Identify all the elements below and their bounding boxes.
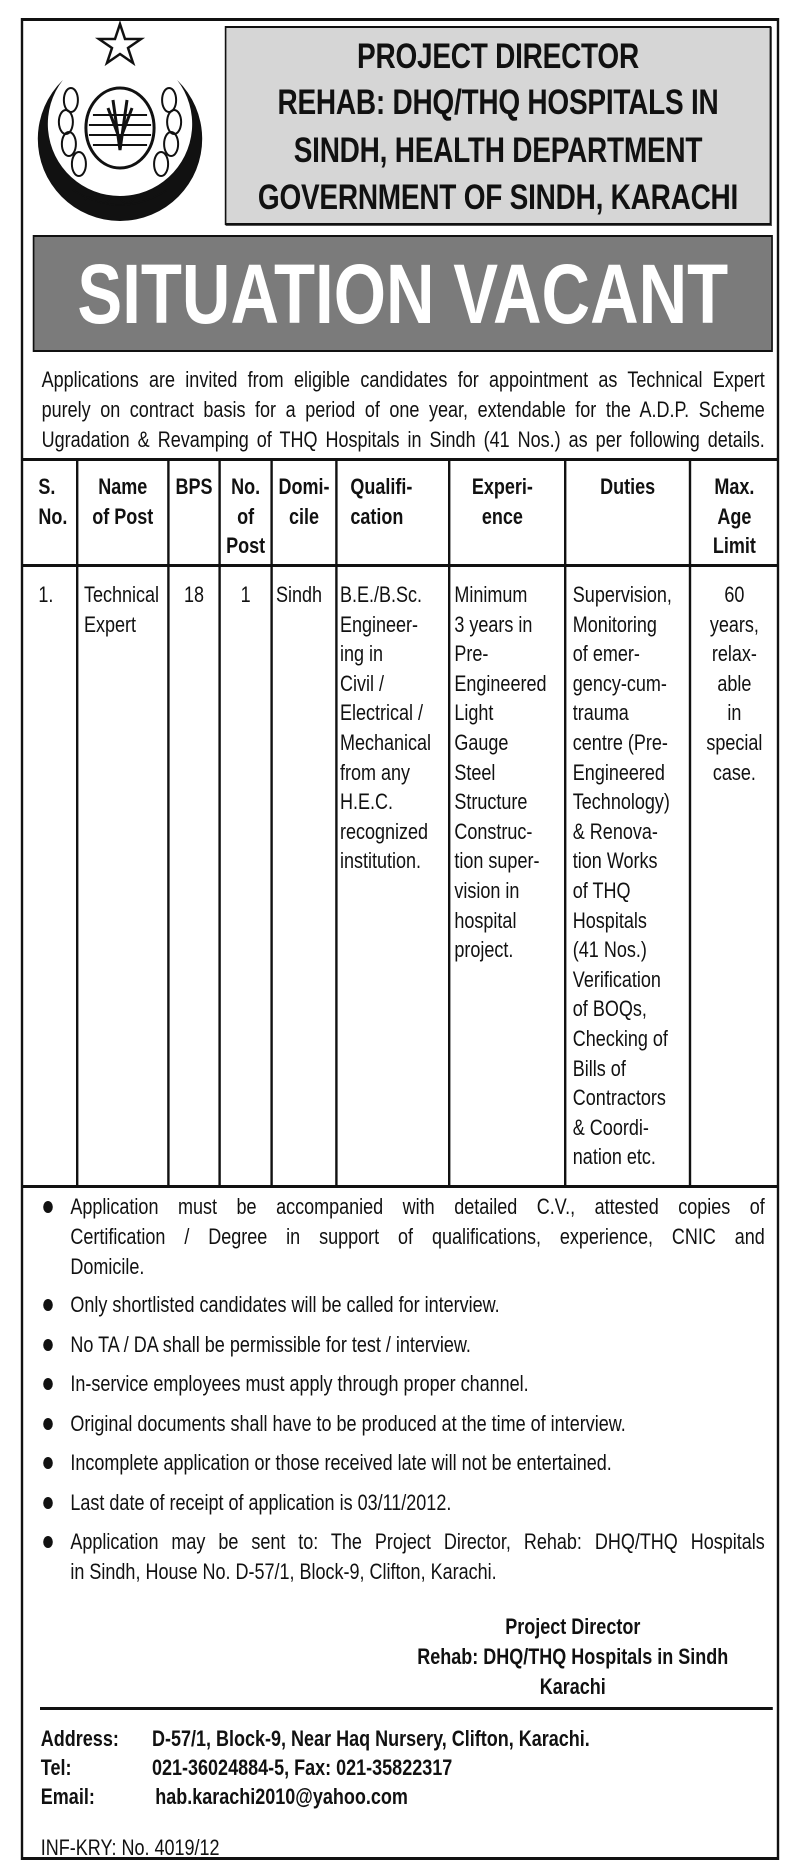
header-duties: Duties [600, 474, 656, 499]
cell-duties: Supervision, Monitoring of emer- gency-cum- trauma centre (Pre- Engineered Technology) & Renova- tion Works of THQ Hospitals (41 Nos.) Verification of BOQs, Checking of Bills of Contractors & Coordi- nation etc. [572, 582, 672, 1170]
bullet-icon [43, 1536, 53, 1548]
header-name-of-post: Name of Post [92, 474, 154, 529]
header-max-age-limit: Max. Age Limit [712, 474, 756, 559]
divider [40, 1707, 773, 1710]
tel-label: Tel: [40, 1755, 72, 1780]
bullet-text: In-service employees must apply through proper channel. [70, 1371, 529, 1396]
bullet-text: Original documents shall have to be produced at the time of interview. [70, 1411, 626, 1436]
signature-block [400, 1612, 746, 1702]
reference-number: INF-KRY: No. 4019/12 [40, 1835, 220, 1860]
column-divider [448, 459, 450, 1186]
address-value: D-57/1, Block-9, Near Haq Nursery, Clifton, Karachi. [152, 1726, 590, 1751]
header-serial-no: S. No. [38, 474, 68, 529]
cell-name-of-post: Technical Expert [84, 582, 160, 637]
header-experience: Experi- ence [471, 474, 533, 529]
column-divider [564, 459, 566, 1186]
title-line: SINDH, HEALTH DEPARTMENT [293, 131, 703, 170]
bullet-text: No TA / DA shall be permissible for test / interview. [70, 1332, 471, 1357]
intro-line: purely on contract basis for a period of one year, extendable for the A.D.P. Scheme [41, 397, 765, 422]
bullet-icon [43, 1418, 53, 1430]
header-domicile: Domi- cile [278, 474, 330, 529]
cell-max-age-limit: 60 years, relax- able in special case. [706, 582, 763, 785]
sindh-government-emblem [33, 20, 207, 226]
column-divider [76, 459, 78, 1186]
signature-line: Rehab: DHQ/THQ Hospitals in Sindh [417, 1644, 729, 1669]
bullet-icon [43, 1497, 53, 1509]
column-divider [167, 459, 169, 1186]
tel-value: 021-36024884-5, Fax: 021-35822317 [152, 1755, 453, 1780]
intro-line: Ugradation & Revamping of THQ Hospitals in Sindh (41 Nos.) as per following details. [41, 427, 765, 452]
table-top-rule [22, 458, 777, 461]
header-no-of-post: No. of Post [226, 474, 266, 559]
signature-line: Project Director [505, 1614, 641, 1639]
cell-serial-no: 1. [38, 582, 54, 607]
column-divider [689, 459, 691, 1186]
email-label: Email: [40, 1784, 95, 1809]
bullet-icon [43, 1378, 53, 1390]
intro-line: Applications are invited from eligible candidates for appointment as Technical Expert [41, 367, 765, 392]
cell-no-of-post: 1 [240, 582, 251, 607]
bullet-icon [43, 1299, 53, 1311]
table-bottom-rule [22, 1185, 777, 1188]
signature-line: Karachi [539, 1674, 606, 1699]
cell-domicile: Sindh [276, 582, 323, 607]
contact-labels [41, 1724, 119, 1811]
bullet-icon [43, 1457, 53, 1469]
cell-bps: 18 [183, 582, 205, 607]
column-divider [335, 459, 337, 1186]
header-bps: BPS [175, 474, 213, 499]
column-divider [270, 459, 272, 1186]
banner-text: SITUATION VACANT [77, 247, 729, 341]
header-qualification: Qualifi- cation [350, 474, 413, 529]
bullet-text: Application must be accompanied with detailed C.V., attested copies of [70, 1194, 765, 1219]
address-label: Address: [40, 1726, 119, 1751]
emblem-icon [33, 20, 207, 226]
title-line: REHAB: DHQ/THQ HOSPITALS IN [277, 83, 719, 122]
cell-experience: Minimum 3 years in Pre- Engineered Light Gauge Steel Structure Construc- tion super- vision in hospital project. [454, 582, 547, 963]
bullet-text: Application may be sent to: The Project Director, Rehab: DHQ/THQ Hospitals [70, 1529, 765, 1554]
bullet-text: Last date of receipt of application is 03/11/2012. [70, 1490, 452, 1515]
bullet-icon [43, 1201, 53, 1213]
bullet-text: in Sindh, House No. D-57/1, Block-9, Clifton, Karachi. [70, 1559, 497, 1584]
title-line: PROJECT DIRECTOR [357, 37, 639, 76]
email-link[interactable]: hab.karachi2010@yahoo.com [155, 1784, 408, 1809]
bullet-text: Certification / Degree in support of qualifications, experience, CNIC and [70, 1224, 765, 1249]
title-line: GOVERNMENT OF SINDH, KARACHI [257, 178, 739, 217]
bullet-icon [43, 1339, 53, 1351]
bullet-text: Only shortlisted candidates will be called for interview. [70, 1292, 500, 1317]
contact-values [152, 1724, 590, 1811]
table-header-rule [22, 564, 777, 567]
bullet-text: Incomplete application or those received late will not be entertained. [70, 1450, 612, 1475]
employer-title-box [225, 26, 771, 225]
situation-vacant-banner [33, 235, 773, 352]
cell-qualification: B.E./B.Sc. Engineer- ing in Civil / Electrical / Mechanical from any H.E.C. recognized institution. [340, 582, 432, 874]
intro-paragraph [42, 365, 765, 455]
bullet-text: Domicile. [70, 1254, 145, 1279]
column-divider [218, 459, 220, 1186]
